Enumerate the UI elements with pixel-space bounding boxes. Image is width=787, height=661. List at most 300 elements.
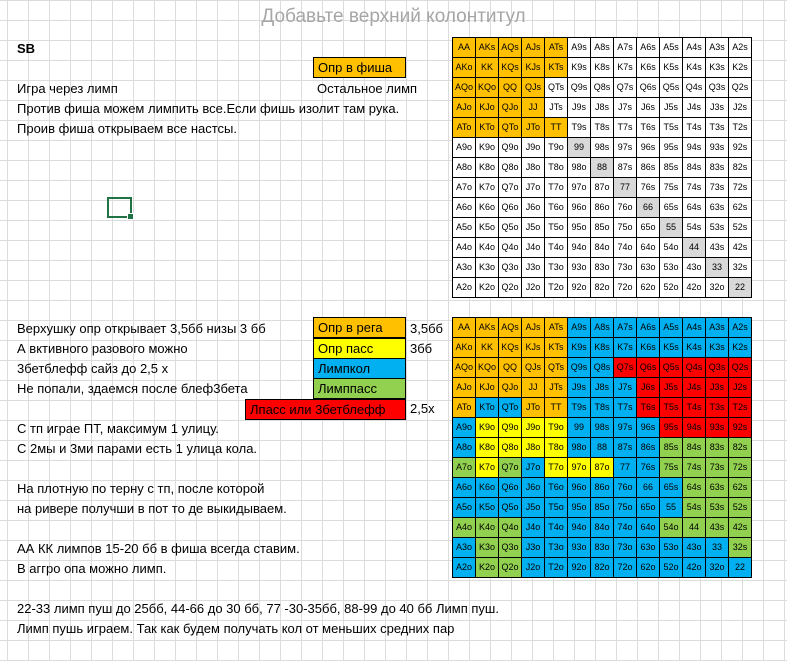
- hand-cell-K9s: K9s: [568, 338, 591, 358]
- hand-cell-K2o: K2o: [476, 558, 499, 578]
- hand-cell-32o: 32o: [706, 278, 729, 298]
- hand-cell-T9o: T9o: [545, 418, 568, 438]
- hand-cell-K4o: K4o: [476, 518, 499, 538]
- hand-cell-63o: 63o: [637, 258, 660, 278]
- hand-cell-AKo: AKo: [453, 338, 476, 358]
- hand-cell-KK: KK: [476, 338, 499, 358]
- hand-cell-K7o: K7o: [476, 458, 499, 478]
- hand-cell-J2o: J2o: [522, 558, 545, 578]
- hand-cell-ATs: ATs: [545, 318, 568, 338]
- hand-cell-92o: 92o: [568, 278, 591, 298]
- hand-cell-A6s: A6s: [637, 318, 660, 338]
- hand-cell-65o: 65o: [637, 218, 660, 238]
- hand-cell-K5o: K5o: [476, 498, 499, 518]
- hand-cell-KJo: KJo: [476, 98, 499, 118]
- hand-cell-85s: 85s: [660, 158, 683, 178]
- hand-cell-33: 33: [706, 538, 729, 558]
- hand-cell-88: 88: [591, 438, 614, 458]
- hand-cell-97s: 97s: [614, 138, 637, 158]
- hand-cell-K4s: K4s: [683, 58, 706, 78]
- hand-cell-K6o: K6o: [476, 198, 499, 218]
- hand-cell-J4s: J4s: [683, 378, 706, 398]
- hand-cell-93o: 93o: [568, 538, 591, 558]
- hand-cell-84s: 84s: [683, 158, 706, 178]
- hand-cell-Q7o: Q7o: [499, 458, 522, 478]
- hand-cell-85o: 85o: [591, 218, 614, 238]
- hand-cell-99: 99: [568, 138, 591, 158]
- hand-cell-T8o: T8o: [545, 438, 568, 458]
- hand-cell-53o: 53o: [660, 258, 683, 278]
- legend-open-vs-fish: Опр в фиша: [313, 57, 406, 78]
- hand-cell-Q8s: Q8s: [591, 358, 614, 378]
- hand-cell-KJs: KJs: [522, 338, 545, 358]
- hand-cell-AQs: AQs: [499, 318, 522, 338]
- hand-cell-42s: 42s: [729, 238, 752, 258]
- hand-cell-32o: 32o: [706, 558, 729, 578]
- hand-cell-86s: 86s: [637, 438, 660, 458]
- grid-row: [453, 138, 752, 158]
- grid-row: [453, 478, 752, 498]
- hand-cell-K9o: K9o: [476, 418, 499, 438]
- hand-cell-A2s: A2s: [729, 318, 752, 338]
- s2-line-7: на ривере получши в пот то де выкидываем.: [17, 501, 287, 516]
- hand-cell-82s: 82s: [729, 438, 752, 458]
- hand-cell-T6o: T6o: [545, 478, 568, 498]
- hand-cell-AA: AA: [453, 318, 476, 338]
- hand-cell-72s: 72s: [729, 458, 752, 478]
- hand-cell-Q4o: Q4o: [499, 238, 522, 258]
- hand-cell-87s: 87s: [614, 438, 637, 458]
- hand-cell-22: 22: [729, 278, 752, 298]
- hand-cell-AJs: AJs: [522, 318, 545, 338]
- s2-line-2: 3бетблефф сайз до 2,5 х: [17, 361, 169, 376]
- hand-cell-33: 33: [706, 258, 729, 278]
- hand-cell-Q9s: Q9s: [568, 78, 591, 98]
- hand-cell-J5s: J5s: [660, 378, 683, 398]
- hand-cell-TT: TT: [545, 398, 568, 418]
- hand-cell-JTo: JTo: [522, 398, 545, 418]
- hand-cell-KTs: KTs: [545, 58, 568, 78]
- hand-cell-83o: 83o: [591, 258, 614, 278]
- hand-cell-KQo: KQo: [476, 78, 499, 98]
- hand-cell-52o: 52o: [660, 558, 683, 578]
- hand-cell-85s: 85s: [660, 438, 683, 458]
- hand-cell-AKo: AKo: [453, 58, 476, 78]
- hand-cell-96s: 96s: [637, 418, 660, 438]
- hand-cell-93s: 93s: [706, 418, 729, 438]
- hand-cell-Q3s: Q3s: [706, 78, 729, 98]
- hand-cell-22: 22: [729, 558, 752, 578]
- hand-cell-92o: 92o: [568, 558, 591, 578]
- hand-cell-Q7s: Q7s: [614, 358, 637, 378]
- hand-cell-T9s: T9s: [568, 398, 591, 418]
- s1-line-1: Против фиша можем лимпить все.Если фишь изолит там рука.: [17, 101, 400, 116]
- hand-cell-54o: 54o: [660, 518, 683, 538]
- hand-cell-ATo: ATo: [453, 118, 476, 138]
- hand-cell-J8o: J8o: [522, 438, 545, 458]
- hand-cell-63s: 63s: [706, 198, 729, 218]
- hand-cell-T5o: T5o: [545, 218, 568, 238]
- hand-cell-54s: 54s: [683, 498, 706, 518]
- hand-cell-66: 66: [637, 198, 660, 218]
- grid-row: [453, 398, 752, 418]
- hand-cell-82o: 82o: [591, 558, 614, 578]
- hand-cell-52s: 52s: [729, 498, 752, 518]
- hand-cell-ATo: ATo: [453, 398, 476, 418]
- hand-cell-73s: 73s: [706, 178, 729, 198]
- hand-cell-T3s: T3s: [706, 118, 729, 138]
- hand-cell-KK: KK: [476, 58, 499, 78]
- hand-cell-62o: 62o: [637, 558, 660, 578]
- grid-row: [453, 518, 752, 538]
- hand-cell-96o: 96o: [568, 478, 591, 498]
- hand-cell-T7o: T7o: [545, 178, 568, 198]
- hand-cell-53s: 53s: [706, 498, 729, 518]
- hand-cell-A9o: A9o: [453, 138, 476, 158]
- hand-cell-84o: 84o: [591, 518, 614, 538]
- hand-cell-K3s: K3s: [706, 58, 729, 78]
- hand-cell-92s: 92s: [729, 138, 752, 158]
- hand-cell-72s: 72s: [729, 178, 752, 198]
- grid-row: [453, 358, 752, 378]
- hand-cell-T8s: T8s: [591, 118, 614, 138]
- hand-cell-32s: 32s: [729, 258, 752, 278]
- hand-cell-QQ: QQ: [499, 358, 522, 378]
- hand-cell-K3s: K3s: [706, 338, 729, 358]
- hand-cell-T8s: T8s: [591, 398, 614, 418]
- hand-cell-AQo: AQo: [453, 78, 476, 98]
- hand-cell-Q3o: Q3o: [499, 538, 522, 558]
- hand-cell-52o: 52o: [660, 278, 683, 298]
- hand-cell-T7s: T7s: [614, 398, 637, 418]
- hand-cell-A3o: A3o: [453, 258, 476, 278]
- hand-cell-Q9s: Q9s: [568, 358, 591, 378]
- hand-cell-96s: 96s: [637, 138, 660, 158]
- hand-cell-K8s: K8s: [591, 338, 614, 358]
- hand-cell-42o: 42o: [683, 278, 706, 298]
- hand-cell-A4s: A4s: [683, 38, 706, 58]
- hand-cell-96o: 96o: [568, 198, 591, 218]
- hand-cell-98s: 98s: [591, 418, 614, 438]
- hand-cell-76s: 76s: [637, 178, 660, 198]
- hand-cell-K4s: K4s: [683, 338, 706, 358]
- hand-cell-KJo: KJo: [476, 378, 499, 398]
- hand-cell-K6s: K6s: [637, 338, 660, 358]
- hand-cell-54s: 54s: [683, 218, 706, 238]
- hand-cell-A2s: A2s: [729, 38, 752, 58]
- hand-cell-86o: 86o: [591, 198, 614, 218]
- hand-cell-T2o: T2o: [545, 558, 568, 578]
- hand-cell-K3o: K3o: [476, 538, 499, 558]
- hand-cell-T6s: T6s: [637, 118, 660, 138]
- hand-cell-T6o: T6o: [545, 198, 568, 218]
- hand-cell-64o: 64o: [637, 518, 660, 538]
- hand-cell-Q6s: Q6s: [637, 358, 660, 378]
- hand-cell-83s: 83s: [706, 438, 729, 458]
- grid-row: [453, 38, 752, 58]
- hand-cell-A2o: A2o: [453, 278, 476, 298]
- hand-cell-J5o: J5o: [522, 218, 545, 238]
- hand-cell-K6s: K6s: [637, 58, 660, 78]
- hand-cell-76s: 76s: [637, 458, 660, 478]
- hand-range-grid-fish: [452, 37, 752, 298]
- active-cell-cursor[interactable]: [107, 197, 132, 218]
- grid-row: [453, 278, 752, 298]
- hand-cell-Q8o: Q8o: [499, 438, 522, 458]
- hand-cell-A7s: A7s: [614, 38, 637, 58]
- grid-row: [453, 198, 752, 218]
- hand-cell-65s: 65s: [660, 198, 683, 218]
- grid-row: [453, 118, 752, 138]
- hand-cell-74s: 74s: [683, 178, 706, 198]
- hand-cell-64s: 64s: [683, 198, 706, 218]
- hand-cell-J6s: J6s: [637, 378, 660, 398]
- hand-cell-97o: 97o: [568, 458, 591, 478]
- hand-cell-JJ: JJ: [522, 98, 545, 118]
- hand-cell-A9o: A9o: [453, 418, 476, 438]
- s2-line-4: С тп играе ПТ, максимум 1 улицу.: [17, 421, 219, 436]
- hand-cell-63s: 63s: [706, 478, 729, 498]
- hand-cell-K5s: K5s: [660, 58, 683, 78]
- hand-cell-KQs: KQs: [499, 338, 522, 358]
- hand-cell-T4s: T4s: [683, 398, 706, 418]
- hand-cell-T8o: T8o: [545, 158, 568, 178]
- hand-cell-J7o: J7o: [522, 458, 545, 478]
- hand-cell-A4o: A4o: [453, 518, 476, 538]
- hand-cell-JTs: JTs: [545, 378, 568, 398]
- hand-cell-J9s: J9s: [568, 98, 591, 118]
- hand-cell-Q9o: Q9o: [499, 138, 522, 158]
- hand-cell-K8o: K8o: [476, 438, 499, 458]
- hand-cell-J7s: J7s: [614, 98, 637, 118]
- hand-cell-J2s: J2s: [729, 98, 752, 118]
- hand-cell-J4s: J4s: [683, 98, 706, 118]
- grid-row: [453, 218, 752, 238]
- page-header[interactable]: Добавьте верхний колонтитул: [261, 6, 526, 27]
- hand-cell-T9o: T9o: [545, 138, 568, 158]
- hand-cell-Q6o: Q6o: [499, 478, 522, 498]
- hand-cell-J3o: J3o: [522, 258, 545, 278]
- hand-cell-J9o: J9o: [522, 418, 545, 438]
- hand-cell-A4o: A4o: [453, 238, 476, 258]
- grid-row: [453, 558, 752, 578]
- hand-cell-KTo: KTo: [476, 118, 499, 138]
- hand-cell-84s: 84s: [683, 438, 706, 458]
- hand-cell-A6o: A6o: [453, 198, 476, 218]
- hand-cell-KQo: KQo: [476, 358, 499, 378]
- hand-cell-43o: 43o: [683, 258, 706, 278]
- hand-cell-J8s: J8s: [591, 378, 614, 398]
- hand-cell-52s: 52s: [729, 218, 752, 238]
- s2-line-1: А вктивного разового можно: [17, 341, 188, 356]
- hand-cell-55: 55: [660, 218, 683, 238]
- hand-cell-66: 66: [637, 478, 660, 498]
- hand-cell-65s: 65s: [660, 478, 683, 498]
- hand-cell-K7s: K7s: [614, 58, 637, 78]
- hand-cell-Q2o: Q2o: [499, 278, 522, 298]
- grid-row: [453, 338, 752, 358]
- hand-cell-98o: 98o: [568, 158, 591, 178]
- hand-cell-KJs: KJs: [522, 58, 545, 78]
- position-label: SB: [17, 41, 36, 56]
- hand-cell-QTo: QTo: [499, 118, 522, 138]
- hand-cell-J8o: J8o: [522, 158, 545, 178]
- hand-cell-T2s: T2s: [729, 118, 752, 138]
- hand-cell-J3o: J3o: [522, 538, 545, 558]
- hand-cell-A9s: A9s: [568, 38, 591, 58]
- hand-cell-A7s: A7s: [614, 318, 637, 338]
- hand-cell-95o: 95o: [568, 498, 591, 518]
- hand-cell-86o: 86o: [591, 478, 614, 498]
- hand-cell-J6o: J6o: [522, 478, 545, 498]
- hand-cell-64o: 64o: [637, 238, 660, 258]
- hand-cell-54o: 54o: [660, 238, 683, 258]
- grid-row: [453, 458, 752, 478]
- hand-cell-T3s: T3s: [706, 398, 729, 418]
- hand-cell-A5o: A5o: [453, 218, 476, 238]
- hand-cell-K8s: K8s: [591, 58, 614, 78]
- hand-cell-A4s: A4s: [683, 318, 706, 338]
- hand-cell-Q5o: Q5o: [499, 218, 522, 238]
- hand-cell-83s: 83s: [706, 158, 729, 178]
- hand-cell-J7s: J7s: [614, 378, 637, 398]
- hand-cell-43s: 43s: [706, 518, 729, 538]
- s2-line-3: Не попали, здаемся после блеф3бета: [17, 381, 248, 396]
- hand-cell-99: 99: [568, 418, 591, 438]
- hand-cell-62s: 62s: [729, 478, 752, 498]
- hand-cell-85o: 85o: [591, 498, 614, 518]
- hand-cell-Q5o: Q5o: [499, 498, 522, 518]
- hand-cell-94o: 94o: [568, 238, 591, 258]
- hand-cell-J5s: J5s: [660, 98, 683, 118]
- hand-cell-93s: 93s: [706, 138, 729, 158]
- hand-cell-KTo: KTo: [476, 398, 499, 418]
- hand-cell-T7s: T7s: [614, 118, 637, 138]
- hand-cell-K3o: K3o: [476, 258, 499, 278]
- hand-cell-Q8o: Q8o: [499, 158, 522, 178]
- grid-row: [453, 538, 752, 558]
- hand-cell-44: 44: [683, 238, 706, 258]
- hand-cell-65o: 65o: [637, 498, 660, 518]
- hand-cell-K5s: K5s: [660, 338, 683, 358]
- hand-cell-JTs: JTs: [545, 98, 568, 118]
- hand-cell-A3o: A3o: [453, 538, 476, 558]
- hand-cell-77: 77: [614, 178, 637, 198]
- hand-cell-AKs: AKs: [476, 38, 499, 58]
- hand-cell-93o: 93o: [568, 258, 591, 278]
- hand-cell-Q2o: Q2o: [499, 558, 522, 578]
- hand-cell-94s: 94s: [683, 418, 706, 438]
- legend-open-passive-size: 3бб: [410, 341, 433, 356]
- grid-row: [453, 418, 752, 438]
- hand-cell-95s: 95s: [660, 418, 683, 438]
- hand-cell-97o: 97o: [568, 178, 591, 198]
- legend-3bet-bluff-size: 2,5х: [410, 401, 435, 416]
- hand-cell-QTs: QTs: [545, 78, 568, 98]
- hand-cell-32s: 32s: [729, 538, 752, 558]
- hand-cell-94o: 94o: [568, 518, 591, 538]
- hand-cell-QTs: QTs: [545, 358, 568, 378]
- hand-cell-77: 77: [614, 458, 637, 478]
- hand-cell-Q7o: Q7o: [499, 178, 522, 198]
- grid-row: [453, 318, 752, 338]
- hand-cell-K2s: K2s: [729, 58, 752, 78]
- hand-cell-84o: 84o: [591, 238, 614, 258]
- hand-cell-A8o: A8o: [453, 158, 476, 178]
- hand-cell-K7s: K7s: [614, 338, 637, 358]
- hand-cell-A3s: A3s: [706, 318, 729, 338]
- hand-cell-J6s: J6s: [637, 98, 660, 118]
- hand-cell-K2s: K2s: [729, 338, 752, 358]
- hand-cell-QJs: QJs: [522, 358, 545, 378]
- s2-line-8: АА КК лимпов 15-20 бб в фиша всегда ставим.: [17, 541, 300, 556]
- hand-cell-95s: 95s: [660, 138, 683, 158]
- hand-cell-98o: 98o: [568, 438, 591, 458]
- hand-cell-K7o: K7o: [476, 178, 499, 198]
- hand-cell-QJs: QJs: [522, 78, 545, 98]
- hand-cell-T7o: T7o: [545, 458, 568, 478]
- hand-cell-QJo: QJo: [499, 98, 522, 118]
- grid-row: [453, 58, 752, 78]
- hand-cell-T4o: T4o: [545, 518, 568, 538]
- hand-cell-82o: 82o: [591, 278, 614, 298]
- hand-cell-76o: 76o: [614, 478, 637, 498]
- hand-cell-76o: 76o: [614, 198, 637, 218]
- hand-cell-K4o: K4o: [476, 238, 499, 258]
- legend-open-vs-reg: Опр в рега: [313, 317, 406, 338]
- hand-cell-Q2s: Q2s: [729, 358, 752, 378]
- hand-cell-A6o: A6o: [453, 478, 476, 498]
- hand-cell-75o: 75o: [614, 498, 637, 518]
- hand-cell-T5o: T5o: [545, 498, 568, 518]
- hand-cell-J3s: J3s: [706, 378, 729, 398]
- hand-cell-55: 55: [660, 498, 683, 518]
- hand-cell-Q2s: Q2s: [729, 78, 752, 98]
- hand-cell-64s: 64s: [683, 478, 706, 498]
- hand-cell-AJs: AJs: [522, 38, 545, 58]
- hand-cell-72o: 72o: [614, 278, 637, 298]
- hand-cell-44: 44: [683, 518, 706, 538]
- hand-cell-72o: 72o: [614, 558, 637, 578]
- legend-rest-limp: Остальное лимп: [317, 81, 418, 96]
- hand-cell-87o: 87o: [591, 458, 614, 478]
- hand-cell-83o: 83o: [591, 538, 614, 558]
- hand-cell-J8s: J8s: [591, 98, 614, 118]
- hand-cell-A7o: A7o: [453, 178, 476, 198]
- hand-cell-75s: 75s: [660, 458, 683, 478]
- hand-cell-A5s: A5s: [660, 38, 683, 58]
- hand-cell-KTs: KTs: [545, 338, 568, 358]
- hand-cell-T5s: T5s: [660, 398, 683, 418]
- hand-cell-T5s: T5s: [660, 118, 683, 138]
- hand-cell-86s: 86s: [637, 158, 660, 178]
- hand-cell-97s: 97s: [614, 418, 637, 438]
- hand-cell-74s: 74s: [683, 458, 706, 478]
- grid-row: [453, 238, 752, 258]
- hand-cell-63o: 63o: [637, 538, 660, 558]
- hand-cell-A6s: A6s: [637, 38, 660, 58]
- hand-cell-42s: 42s: [729, 518, 752, 538]
- hand-cell-K6o: K6o: [476, 478, 499, 498]
- hand-cell-QTo: QTo: [499, 398, 522, 418]
- legend-limpcall: Лимпкол: [313, 358, 406, 379]
- hand-cell-Q9o: Q9o: [499, 418, 522, 438]
- hand-cell-T3o: T3o: [545, 538, 568, 558]
- grid-row: [453, 438, 752, 458]
- s2-line-6: На плотную по терну с тп, после которой: [17, 481, 265, 496]
- hand-cell-74o: 74o: [614, 238, 637, 258]
- hand-cell-Q8s: Q8s: [591, 78, 614, 98]
